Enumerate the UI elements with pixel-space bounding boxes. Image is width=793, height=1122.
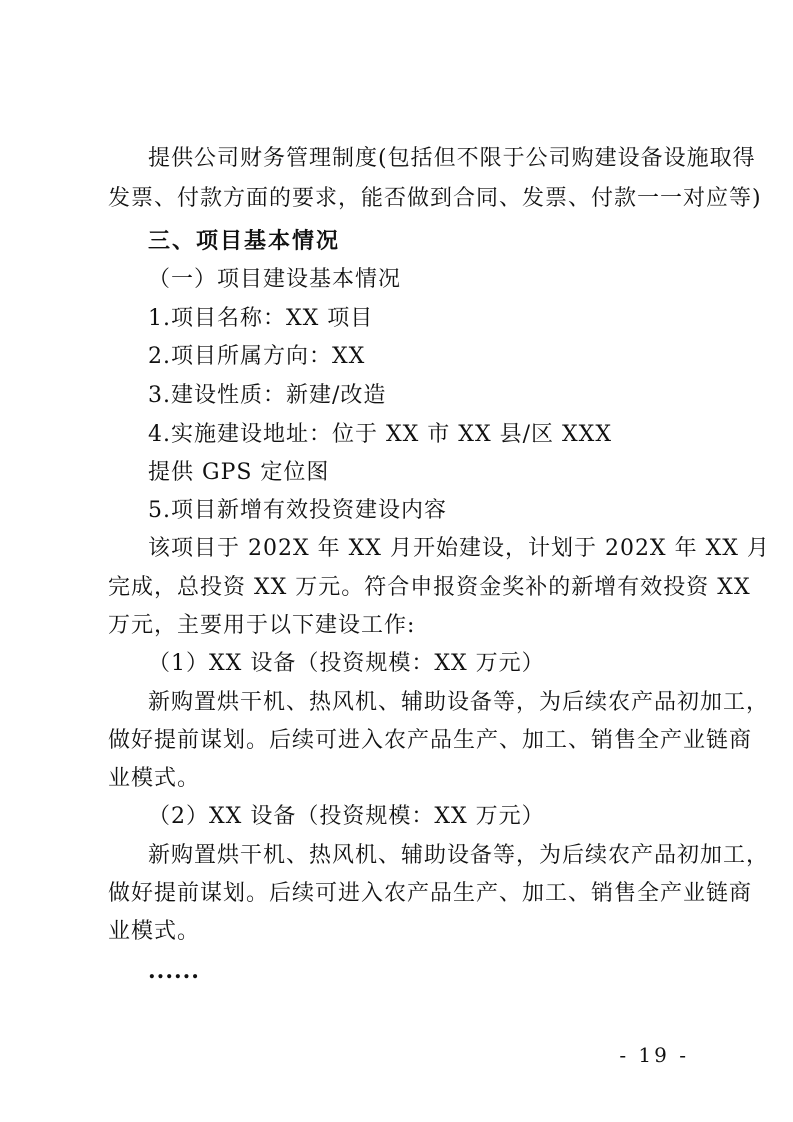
gps-note: 提供 GPS 定位图 — [148, 460, 330, 485]
item-construction-nature: 3.建设性质：新建/改造 — [148, 383, 387, 408]
paragraph-line: 新购置烘干机、热风机、辅助设备等，为后续农产品初加工， — [148, 843, 770, 868]
equipment-heading-2: （2）XX 设备（投资规模：XX 万元） — [148, 804, 545, 829]
paragraph-line: 完成，总投资 XX 万元。符合申报资金奖补的新增有效投资 XX — [108, 575, 751, 600]
item-investment-content: 5.项目新增有效投资建设内容 — [148, 498, 447, 523]
page-number: - 19 - — [619, 1043, 689, 1067]
paragraph-line: 新购置烘干机、热风机、辅助设备等，为后续农产品初加工， — [148, 690, 770, 715]
item-construction-address: 4.实施建设地址：位于 XX 市 XX 县/区 XXX — [148, 422, 613, 447]
paragraph-line: 该项目于 202X 年 XX 月开始建设，计划于 202X 年 XX 月 — [148, 536, 770, 561]
paragraph-line: 万元，主要用于以下建设工作: — [108, 613, 416, 638]
equipment-heading-1: （1）XX 设备（投资规模：XX 万元） — [148, 651, 545, 676]
paragraph-line: 业模式。 — [108, 919, 201, 944]
item-project-direction: 2.项目所属方向：XX — [148, 344, 366, 369]
subsection-heading: （一）项目建设基本情况 — [148, 267, 402, 292]
ellipsis: ...... — [148, 958, 200, 984]
paragraph-line: 业模式。 — [108, 766, 201, 791]
paragraph-line: 提供公司财务管理制度(包括但不限于公司购建设备设施取得 — [148, 146, 756, 171]
paragraph-line: 做好提前谋划。后续可进入农产品生产、加工、销售全产业链商 — [108, 881, 753, 906]
section-heading: 三、项目基本情况 — [148, 228, 341, 254]
item-project-name: 1.项目名称：XX 项目 — [148, 306, 374, 331]
paragraph-line: 发票、付款方面的要求，能否做到合同、发票、付款一一对应等) — [108, 186, 762, 211]
paragraph-line: 做好提前谋划。后续可进入农产品生产、加工、销售全产业链商 — [108, 728, 753, 753]
